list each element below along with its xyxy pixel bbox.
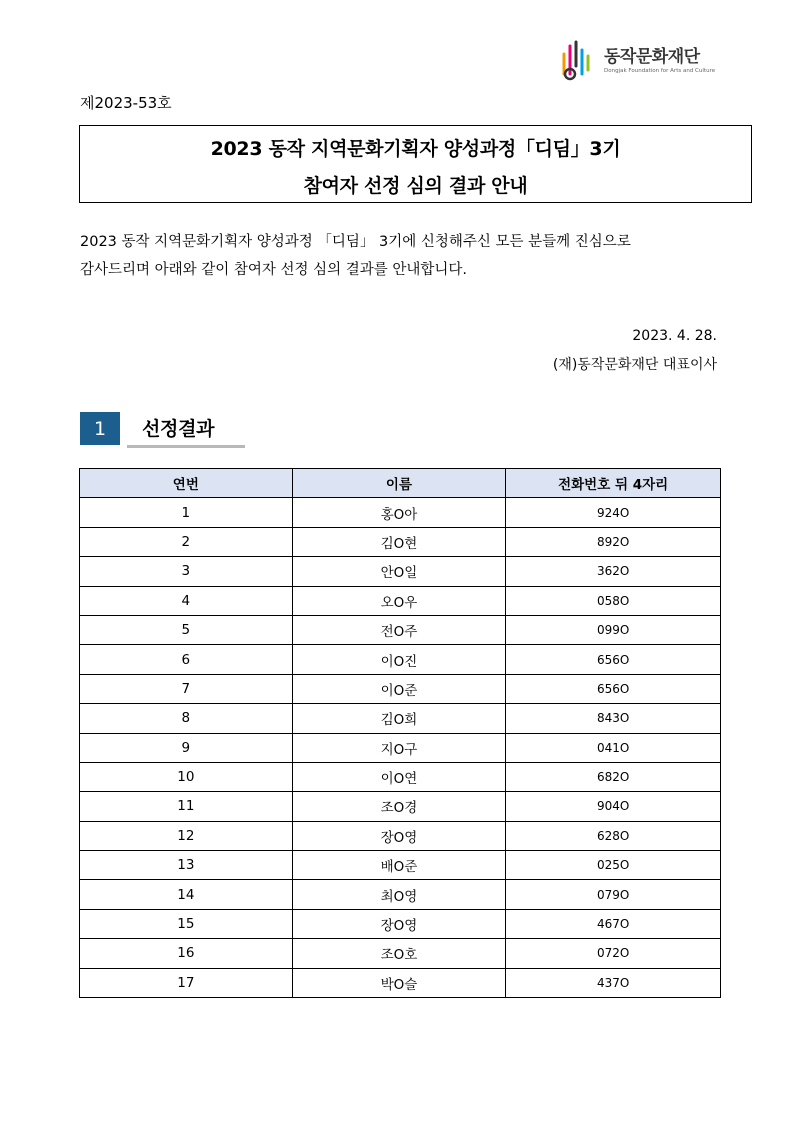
cell-name: 장O영 — [292, 821, 506, 850]
title-line-2: 참여자 선정 심의 결과 안내 — [303, 175, 528, 197]
intro-line-2: 감사드리며 아래와 같이 참여자 선정 심의 결과를 안내합니다. — [80, 262, 468, 278]
table-row — [80, 615, 721, 644]
cell-name: 이O준 — [292, 674, 506, 703]
cell-name: 지O구 — [292, 733, 506, 762]
intro-line-1: 2023 동작 지역문화기획자 양성과정 「디딤」 3기에 신청해주신 모든 분들께 진심으로 — [80, 234, 631, 250]
cell-name: 김O희 — [292, 704, 506, 733]
section-number-badge: 1 — [80, 412, 120, 445]
cell-serial: 11 — [80, 792, 293, 821]
cell-phone: 628O — [506, 821, 721, 850]
cell-serial: 1 — [80, 498, 293, 527]
cell-name: 박O슬 — [292, 968, 506, 997]
results-table — [79, 468, 721, 998]
title-line-1: 2023 동작 지역문화기획자 양성과정「디딤」3기 — [210, 138, 621, 160]
cell-name: 조O경 — [292, 792, 506, 821]
cell-phone: 058O — [506, 586, 721, 615]
table-row — [80, 880, 721, 909]
cell-phone: 099O — [506, 615, 721, 644]
cell-phone: 843O — [506, 704, 721, 733]
table-row — [80, 851, 721, 880]
cell-name: 장O영 — [292, 909, 506, 938]
cell-phone: 656O — [506, 674, 721, 703]
table-row — [80, 733, 721, 762]
cell-phone: 904O — [506, 792, 721, 821]
issuer-org: (재)동작문화재단 대표이사 — [552, 357, 717, 373]
cell-phone: 656O — [506, 645, 721, 674]
cell-serial: 5 — [80, 615, 293, 644]
table-row — [80, 939, 721, 968]
cell-serial: 14 — [80, 880, 293, 909]
table-row — [80, 968, 721, 997]
cell-phone: 437O — [506, 968, 721, 997]
cell-phone: 025O — [506, 851, 721, 880]
cell-phone: 682O — [506, 762, 721, 791]
table-row — [80, 909, 721, 938]
table-row — [80, 586, 721, 615]
table-row — [80, 674, 721, 703]
cell-serial: 10 — [80, 762, 293, 791]
cell-serial: 15 — [80, 909, 293, 938]
cell-name: 배O준 — [292, 851, 506, 880]
cell-phone: 079O — [506, 880, 721, 909]
cell-name: 전O주 — [292, 615, 506, 644]
logo-mark-icon — [560, 40, 602, 82]
cell-name: 조O호 — [292, 939, 506, 968]
table-row — [80, 527, 721, 556]
intro-paragraph — [80, 228, 730, 284]
cell-name: 김O현 — [292, 527, 506, 556]
cell-phone: 467O — [506, 909, 721, 938]
cell-serial: 4 — [80, 586, 293, 615]
cell-name: 홍O아 — [292, 498, 506, 527]
document-number: 제2023-53호 — [80, 94, 172, 112]
cell-phone: 072O — [506, 939, 721, 968]
cell-name: 이O연 — [292, 762, 506, 791]
table-row — [80, 498, 721, 527]
cell-phone: 924O — [506, 498, 721, 527]
table-row — [80, 792, 721, 821]
foundation-logo — [560, 40, 716, 82]
cell-serial: 2 — [80, 527, 293, 556]
logo-name: 동작문화재단 — [604, 47, 700, 67]
cell-serial: 6 — [80, 645, 293, 674]
cell-serial: 16 — [80, 939, 293, 968]
header-name: 이름 — [292, 469, 506, 498]
issue-date: 2023. 4. 28. — [632, 328, 717, 344]
table-row — [80, 645, 721, 674]
cell-serial: 8 — [80, 704, 293, 733]
table-row — [80, 821, 721, 850]
logo-subtitle: Dongjak Foundation for Arts and Culture — [604, 68, 716, 74]
cell-serial: 12 — [80, 821, 293, 850]
table-row — [80, 557, 721, 586]
cell-serial: 13 — [80, 851, 293, 880]
cell-name: 최O영 — [292, 880, 506, 909]
cell-name: 이O진 — [292, 645, 506, 674]
section-title: 선정결과 — [142, 418, 215, 440]
cell-name: 오O우 — [292, 586, 506, 615]
cell-serial: 17 — [80, 968, 293, 997]
cell-phone: 362O — [506, 557, 721, 586]
header-phone: 전화번호 뒤 4자리 — [506, 469, 721, 498]
cell-phone: 892O — [506, 527, 721, 556]
table-row — [80, 762, 721, 791]
cell-serial: 3 — [80, 557, 293, 586]
section-underline — [127, 445, 245, 448]
table-header-row — [80, 469, 721, 498]
cell-phone: 041O — [506, 733, 721, 762]
cell-serial: 9 — [80, 733, 293, 762]
cell-name: 안O일 — [292, 557, 506, 586]
header-serial: 연번 — [80, 469, 293, 498]
cell-serial: 7 — [80, 674, 293, 703]
title-box — [79, 125, 752, 203]
table-row — [80, 704, 721, 733]
